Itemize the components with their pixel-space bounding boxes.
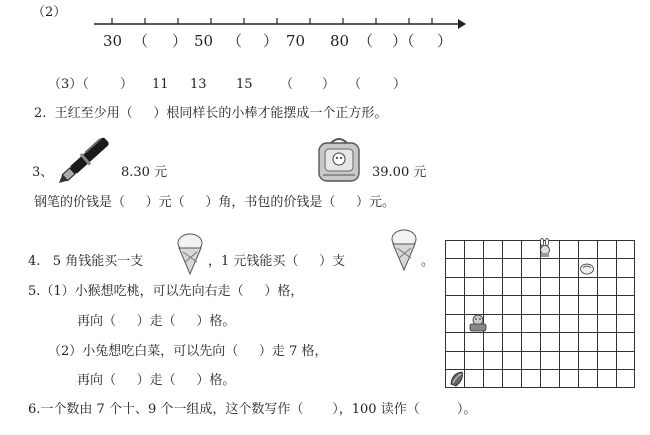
question-3-sentence: 钢笔的价钱是（ ）元（ ）角，书包的价钱是（ ）元。 <box>34 195 395 210</box>
ice-cream-icon <box>389 228 419 272</box>
bag-price: 39.00 元 <box>372 165 427 180</box>
question-5-line-1: 5.（1）小猴想吃桃，可以先向右走（ ）格， <box>28 284 304 299</box>
q1-2-label: （2） <box>32 5 67 20</box>
tick-label: （ <box>227 32 243 50</box>
question-5-line-4: 再向（ ）走（ ）格。 <box>77 373 236 388</box>
q1-3-blank: （ <box>280 77 294 92</box>
q1-3-n11: 11 <box>152 77 169 92</box>
tick-label: 30 <box>103 32 123 50</box>
tick-label: 80 <box>330 32 350 50</box>
tick-label: ） <box>263 32 279 50</box>
question-4-end: 。 <box>421 254 435 269</box>
q1-3-blank-close: ） <box>393 77 407 92</box>
rabbit-icon <box>537 238 553 258</box>
peach-icon <box>579 261 595 275</box>
q1-3-n15: 15 <box>236 77 253 92</box>
schoolbag-icon <box>313 135 365 185</box>
tick-label: ） <box>437 32 453 50</box>
number-line <box>90 15 470 33</box>
q1-3-label: （3）（ <box>48 77 89 92</box>
question-2: 2. 王红至少用（ ）根同样长的小棒才能摆成一个正方形。 <box>34 106 388 121</box>
question-3-number: 3、 <box>32 165 54 180</box>
question-4-part-b: ，1 元钱能买（ ）支 <box>208 254 346 269</box>
tick-label: 70 <box>286 32 306 50</box>
monkey-icon <box>467 312 489 332</box>
question-5-line-3: （2）小兔想吃白菜，可以先向（ ）走 7 格， <box>48 344 328 359</box>
cabbage-icon <box>448 370 466 387</box>
q1-3-blank: （ <box>348 77 362 92</box>
question-6: 6.一个数由 7 个十、9 个一组成，这个数写作（ ），100 读作（ ）。 <box>28 402 477 417</box>
question-4-part-a: 4. 5 角钱能买一支 <box>28 254 144 269</box>
tick-label: （ <box>133 32 149 50</box>
question-5-line-2: 再向（ ）走（ ）格。 <box>77 314 236 329</box>
q1-3-blank-close: ） <box>322 77 336 92</box>
q1-3-n13: 13 <box>190 77 207 92</box>
pen-price: 8.30 元 <box>121 165 168 180</box>
tick-label: ） <box>172 32 188 50</box>
tick-label: 50 <box>194 32 214 50</box>
q1-3-blank-close: ） <box>120 77 134 92</box>
ice-cream-icon <box>175 232 205 276</box>
pen-icon <box>55 135 111 187</box>
tick-label: （ <box>358 32 374 50</box>
tick-label: ）（ <box>392 32 415 50</box>
